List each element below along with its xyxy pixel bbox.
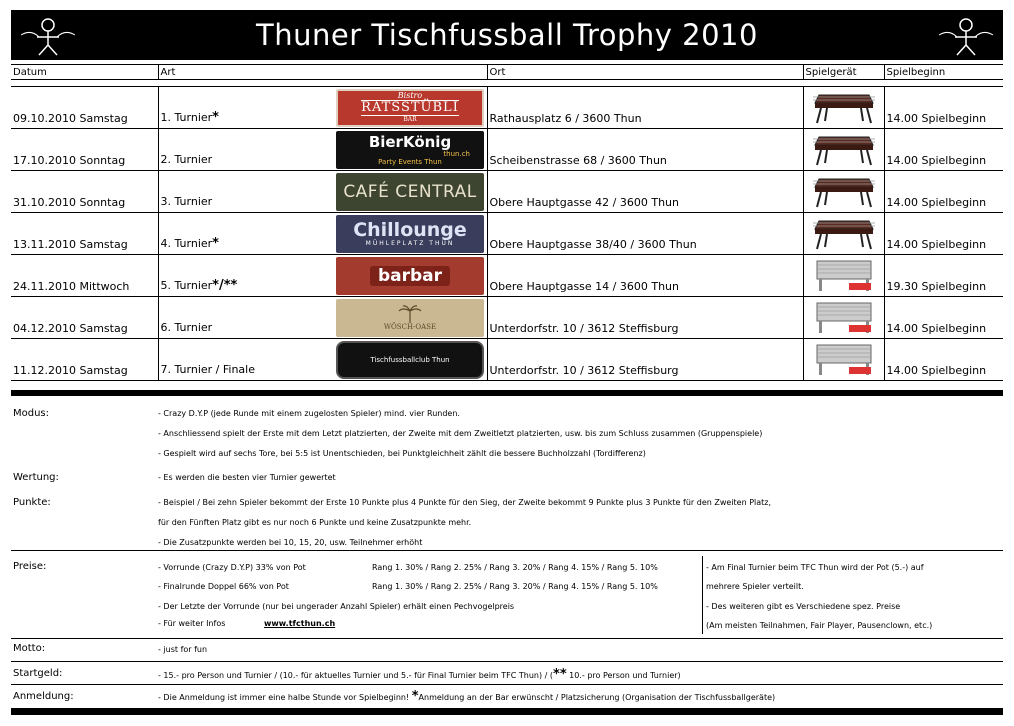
website-link[interactable]: www.tfcthun.ch	[264, 619, 336, 628]
start-cell: 14.00 Spielbeginn	[884, 129, 1003, 171]
foosball-player-icon	[17, 13, 79, 57]
divider-line	[11, 550, 1003, 551]
table-row	[11, 171, 1003, 213]
preise-line: Rang 1. 30% / Rang 2. 25% / Rang 3. 20% / Rang 4. 15% / Rang 5. 10%	[372, 582, 658, 591]
table-row	[11, 87, 1003, 129]
table-header	[11, 65, 1003, 80]
col-art: Art	[158, 65, 487, 80]
table-row	[11, 339, 1003, 381]
palm-icon	[395, 305, 425, 323]
ort-cell: Unterdorfstr. 10 / 3612 Steffisburg	[487, 339, 803, 381]
date-cell: 31.10.2010 Sonntag	[11, 171, 158, 213]
wertung-line: - Es werden die besten vier Turnier gewertet	[158, 473, 336, 482]
preise-note: - Am Final Turnier beim TFC Thun wird der Pot (5.-) auf	[706, 563, 924, 572]
startgeld-label: Startgeld:	[13, 668, 63, 679]
machine-cell	[803, 129, 884, 171]
machine-cell	[803, 171, 884, 213]
start-cell: 19.30 Spielbeginn	[884, 255, 1003, 297]
punkte-label: Punkte:	[13, 497, 51, 508]
date-cell: 17.10.2010 Sonntag	[11, 129, 158, 171]
preise-line: - Für weiter Infos	[158, 619, 226, 628]
date-cell: 11.12.2010 Samstag	[11, 339, 158, 381]
start-cell: 14.00 Spielbeginn	[884, 87, 1003, 129]
art-cell: 2. Turnier	[158, 129, 334, 171]
table-row	[11, 255, 1003, 297]
art-cell: 1. Turnier*	[158, 87, 334, 129]
punkte-line: für den Fünften Platz gibt es nur noch 6 Punkte und keine Zusatzpunkte mehr.	[158, 518, 472, 527]
wertung-label: Wertung:	[13, 472, 59, 483]
schedule-table	[11, 64, 1003, 381]
garlando-table-icon	[811, 297, 877, 335]
art-cell: 5. Turnier*/**	[158, 255, 334, 297]
ort-cell: Obere Hauptgasse 38/40 / 3600 Thun	[487, 213, 803, 255]
ort-cell: Unterdorfstr. 10 / 3612 Steffisburg	[487, 297, 803, 339]
date-cell: 24.11.2010 Mittwoch	[11, 255, 158, 297]
divider-line	[11, 684, 1003, 685]
ort-cell: Scheibenstrasse 68 / 3600 Thun	[487, 129, 803, 171]
motto-line: - just for fun	[158, 645, 208, 654]
venue-logo: Chillounge MÜHLEPLATZ THUN	[334, 213, 487, 255]
foosball-table-icon	[811, 213, 877, 251]
venue-logo: barbar	[334, 255, 487, 297]
col-datum: Datum	[11, 65, 158, 80]
start-cell: 14.00 Spielbeginn	[884, 339, 1003, 381]
col-ort: Ort	[487, 65, 803, 80]
ort-cell: Rathausplatz 6 / 3600 Thun	[487, 87, 803, 129]
divider-bar	[11, 390, 1003, 396]
divider-line	[11, 661, 1003, 662]
punkte-line: - Beispiel / Bei zehn Spieler bekommt der Erste 10 Punkte plus 4 Punkte für den Sieg, der Zweite bekommt 9 Punkte plus 3 Punkte für den Zweiten Platz,	[158, 498, 772, 507]
asterisk-mark: */**	[212, 278, 238, 293]
preise-note: (Am meisten Teilnahmen, Fair Player, Pausenclown, etc.)	[706, 621, 933, 630]
preise-note: mehrere Spieler verteilt.	[706, 582, 804, 591]
anmeldung-label: Anmeldung:	[13, 691, 74, 702]
preise-line: Rang 1. 30% / Rang 2. 25% / Rang 3. 20% / Rang 4. 15% / Rang 5. 10%	[372, 563, 658, 572]
date-cell: 09.10.2010 Samstag	[11, 87, 158, 129]
machine-cell	[803, 255, 884, 297]
machine-cell	[803, 87, 884, 129]
asterisk-mark: *	[212, 236, 219, 251]
preise-line: - Vorrunde (Crazy D.Y.P) 33% von Pot	[158, 563, 306, 572]
asterisk-mark: *	[212, 110, 219, 125]
modus-line: - Gespielt wird auf sechs Tore, bei 5:5 ist Unentschieden, bei Punktgleichheit zählt die bessere Buchholzzahl (Tordifferenz)	[158, 449, 646, 458]
divider-line	[11, 638, 1003, 639]
col-spielbeginn: Spielbeginn	[884, 65, 1003, 80]
venue-logo: Tischfussballclub Thun	[334, 339, 487, 381]
motto-label: Motto:	[13, 643, 46, 654]
preise-line: - Der Letzte der Vorrunde (nur bei ungerader Anzahl Spieler) erhält einen Pechvogelpreis	[158, 602, 515, 611]
foosball-table-icon	[811, 171, 877, 209]
venue-logo: Bistro RATSSTÜBLI BAR	[334, 87, 487, 129]
ort-cell: Obere Hauptgasse 42 / 3600 Thun	[487, 171, 803, 213]
art-cell: 4. Turnier*	[158, 213, 334, 255]
modus-label: Modus:	[13, 408, 50, 419]
ort-cell: Obere Hauptgasse 14 / 3600 Thun	[487, 255, 803, 297]
title-banner	[11, 10, 1003, 60]
table-row	[11, 213, 1003, 255]
art-cell: 6. Turnier	[158, 297, 334, 339]
punkte-line: - Die Zusatzpunkte werden bei 10, 15, 20, usw. Teilnehmer erhöht	[158, 538, 423, 547]
date-cell: 04.12.2010 Samstag	[11, 297, 158, 339]
modus-line: - Anschliessend spielt der Erste mit dem Letzt platzierten, der Zweite mit dem Zweitletzt platzierten, usw. bis zum Schluss zusammen (Gruppenspiele)	[158, 429, 763, 438]
venue-logo: BierKönig thun.ch Party Events Thun	[334, 129, 487, 171]
venue-logo: WÖSCH-OASE	[334, 297, 487, 339]
page-title: Thuner Tischfussball Trophy 2010	[256, 18, 758, 52]
art-cell: 7. Turnier / Finale	[158, 339, 334, 381]
anmeldung-line: - Die Anmeldung ist immer eine halbe Stunde vor Spielbeginn! *Anmeldung an der Bar erwünscht / Platzsicherung (Organisation der Tischfussballgeräte)	[158, 689, 776, 704]
art-cell: 3. Turnier	[158, 171, 334, 213]
garlando-table-icon	[811, 255, 877, 293]
modus-line: - Crazy D.Y.P (jede Runde mit einem zugelosten Spieler) mind. vier Runden.	[158, 409, 460, 418]
foosball-player-icon	[935, 13, 997, 57]
start-cell: 14.00 Spielbeginn	[884, 213, 1003, 255]
preise-note: - Des weiteren gibt es Verschiedene spez. Preise	[706, 602, 901, 611]
machine-cell	[803, 339, 884, 381]
foosball-table-icon	[811, 129, 877, 167]
table-row	[11, 129, 1003, 171]
preise-line: - Finalrunde Doppel 66% von Pot	[158, 582, 289, 591]
start-cell: 14.00 Spielbeginn	[884, 297, 1003, 339]
machine-cell	[803, 297, 884, 339]
venue-logo: CAFÉ CENTRAL	[334, 171, 487, 213]
startgeld-line: - 15.- pro Person und Turnier / (10.- für aktuelles Turnier und 5.- für Final Turnier beim TFC Thun) / (** 10.- pro Person und Turnier)	[158, 667, 681, 682]
garlando-table-icon	[811, 339, 877, 377]
footer-bar	[11, 708, 1003, 715]
table-row	[11, 297, 1003, 339]
start-cell: 14.00 Spielbeginn	[884, 171, 1003, 213]
col-spielgeraet: Spielgerät	[803, 65, 884, 80]
machine-cell	[803, 213, 884, 255]
date-cell: 13.11.2010 Samstag	[11, 213, 158, 255]
preise-label: Preise:	[13, 561, 47, 572]
foosball-table-icon	[811, 87, 877, 125]
divider-line	[702, 556, 703, 634]
